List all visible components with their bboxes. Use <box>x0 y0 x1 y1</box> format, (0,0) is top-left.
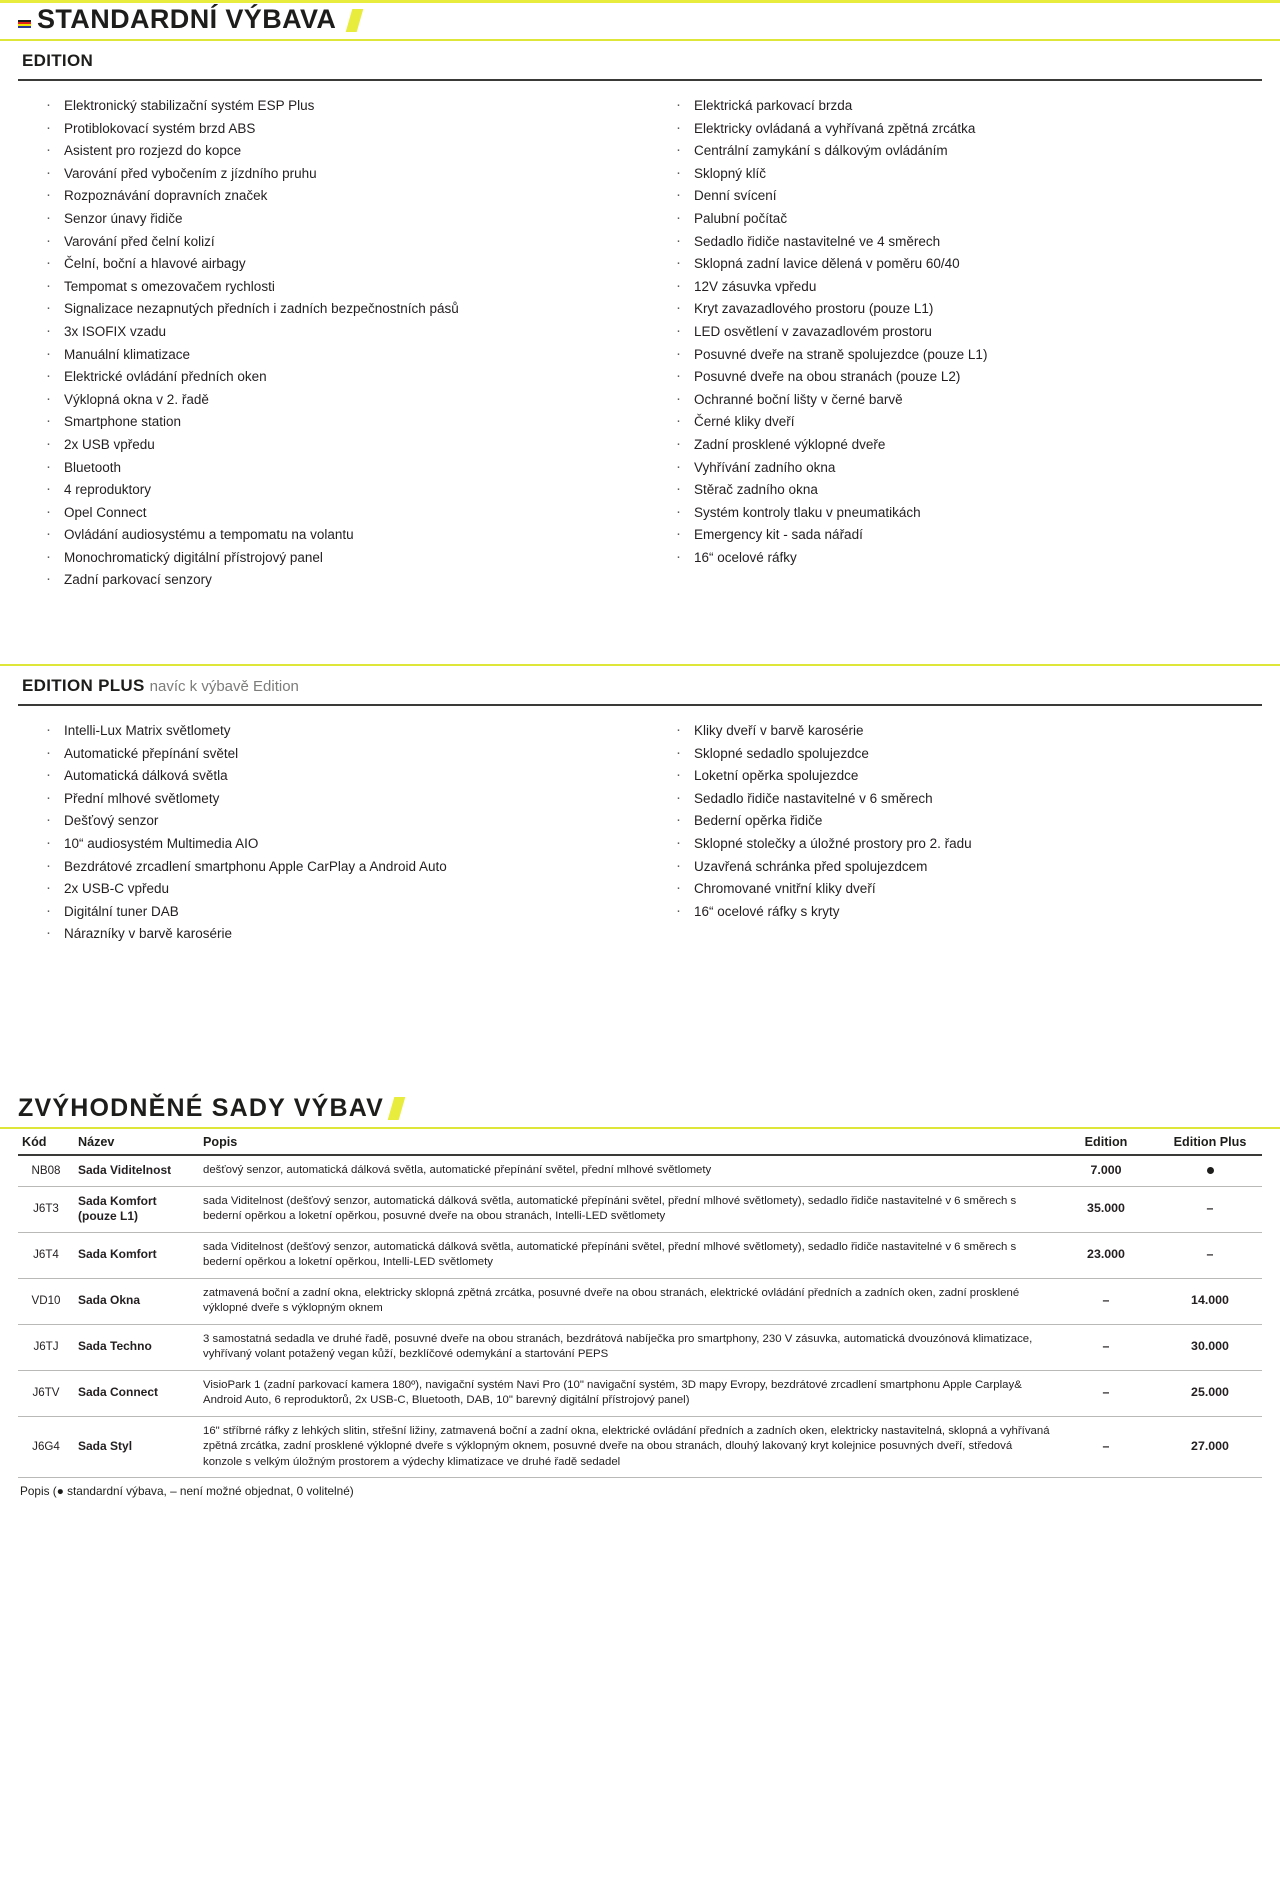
edition-left-list <box>18 95 640 592</box>
cell-edition-price: – <box>1054 1370 1158 1416</box>
cell-desc: zatmavená boční a zadní okna, elektricky sklopná zpětná zrcátka, posuvné dveře na obou stranách, elektrické ovládání předních a zadních oken, zadní prosklené výklopné dveře s výklopným oknem <box>199 1278 1054 1324</box>
list-item: · Asistent pro rozjezd do kopce <box>18 140 640 163</box>
cell-code: NB08 <box>18 1155 74 1186</box>
list-item: · Čelní, boční a hlavové airbagy <box>18 253 640 276</box>
list-item: · Kliky dveří v barvě karosérie <box>648 720 1262 743</box>
cell-edition-price: 7.000 <box>1054 1155 1158 1186</box>
list-item: · 2x USB vpředu <box>18 434 640 457</box>
edition-plus-left-column <box>18 720 640 946</box>
yellow-slash-icon <box>346 9 364 32</box>
cell-edition-plus-price <box>1158 1155 1262 1186</box>
list-item: · Elektronický stabilizační systém ESP Plus <box>18 95 640 118</box>
cell-edition-plus-price: 14.000 <box>1158 1278 1262 1324</box>
table-row <box>18 1232 1262 1278</box>
list-item: · Zadní prosklené výklopné dveře <box>648 434 1262 457</box>
col-header-name: Název <box>74 1129 199 1155</box>
cell-name: Sada Connect <box>74 1370 199 1416</box>
packs-table-body <box>18 1155 1262 1478</box>
cell-code: J6TJ <box>18 1324 74 1370</box>
packs-header <box>0 1096 1280 1121</box>
list-item: · Přední mlhové světlomety <box>18 788 640 811</box>
cell-name: Sada Okna <box>74 1278 199 1324</box>
table-row <box>18 1370 1262 1416</box>
footnote-wrap <box>0 1478 1280 1498</box>
cell-edition-price: 35.000 <box>1054 1186 1158 1232</box>
cell-code: J6G4 <box>18 1416 74 1478</box>
list-item: · Automatické přepínání světel <box>18 743 640 766</box>
list-item: · Černé kliky dveří <box>648 411 1262 434</box>
list-item: · Denní svícení <box>648 185 1262 208</box>
packs-table-head <box>18 1129 1262 1155</box>
packs-footnote: Popis (● standardní výbava, – není možné objednat, 0 volitelné) <box>20 1484 354 1498</box>
list-item: · Smartphone station <box>18 411 640 434</box>
list-item: · Zadní parkovací senzory <box>18 569 640 592</box>
list-item: · Stěrač zadního okna <box>648 479 1262 502</box>
list-item: · Uzavřená schránka před spolujezdcem <box>648 856 1262 879</box>
list-item: · Posuvné dveře na obou stranách (pouze L2) <box>648 366 1262 389</box>
list-item: · Sedadlo řidiče nastavitelné ve 4 směrech <box>648 231 1262 254</box>
edition-section <box>0 41 1280 592</box>
list-item: · Intelli-Lux Matrix světlomety <box>18 720 640 743</box>
table-row <box>18 1155 1262 1186</box>
list-item: · Centrální zamykání s dálkovým ovládáním <box>648 140 1262 163</box>
cell-name: Sada Komfort <box>74 1232 199 1278</box>
list-item: · 3x ISOFIX vzadu <box>18 321 640 344</box>
cell-name: Sada Styl <box>74 1416 199 1478</box>
table-row <box>18 1324 1262 1370</box>
list-item: · Ochranné boční lišty v černé barvě <box>648 389 1262 412</box>
list-item: · Elektrická parkovací brzda <box>648 95 1262 118</box>
list-item: · Výklopná okna v 2. řadě <box>18 389 640 412</box>
list-item: · 10“ audiosystém Multimedia AIO <box>18 833 640 856</box>
cell-name: Sada Viditelnost <box>74 1155 199 1186</box>
packs-title-wrap <box>18 1096 402 1121</box>
cell-desc: sada Viditelnost (dešťový senzor, automatická dálková světla, automatické přepínáni světel, přední mlhové světlomety), sedadlo řidiče nastavitelné v 6 směrech s bederní opěrkou a loketní opěrkou, Intelli-LED světlomety <box>199 1232 1054 1278</box>
list-item: · Sklopný klíč <box>648 163 1262 186</box>
list-item: · Digitální tuner DAB <box>18 901 640 924</box>
list-item: · Posuvné dveře na straně spolujezdce (pouze L1) <box>648 344 1262 367</box>
list-item: · Nárazníky v barvě karosérie <box>18 923 640 946</box>
list-item: · Protiblokovací systém brzd ABS <box>18 118 640 141</box>
cell-code: J6TV <box>18 1370 74 1416</box>
cell-edition-price: – <box>1054 1278 1158 1324</box>
list-item: · Opel Connect <box>18 502 640 525</box>
cell-desc: VisioPark 1 (zadní parkovací kamera 180º), navigační systém Navi Pro (10" navigační systém, 3D mapy Evropy, bezdrátové zrcadlení smartphonu Apple Carplay& Android Auto, 6 reproduktorů, 2x USB-C, Bluetooth, DAB, 10" barevný digitální přístrojový panel) <box>199 1370 1054 1416</box>
cell-code: J6T3 <box>18 1186 74 1232</box>
list-item: · Manuální klimatizace <box>18 344 640 367</box>
cell-code: J6T4 <box>18 1232 74 1278</box>
edition-heading: EDITION <box>22 51 94 70</box>
cell-edition-price: – <box>1054 1416 1158 1478</box>
cell-desc: 3 samostatná sedadla ve druhé řadě, posuvné dveře na obou stranách, bezdrátová nabíječka pro smartphony, 230 V zásuvka, automatická dvouzónová klimatizace, vyhřívaný volant potažený vegan kůží, bezklíčové odemykání a startování PEPS <box>199 1324 1054 1370</box>
cell-desc: dešťový senzor, automatická dálková světla, automatické přepínání světel, přední mlhové světlomety <box>199 1155 1054 1186</box>
edition-columns <box>18 81 1262 592</box>
packs-title: ZVÝHODNĚNÉ SADY VÝBAV <box>18 1094 385 1122</box>
col-header-edition: Edition <box>1054 1129 1158 1155</box>
edition-plus-columns <box>18 706 1262 946</box>
edition-plus-right-column <box>640 720 1262 946</box>
cell-code: VD10 <box>18 1278 74 1324</box>
list-item: · Vyhřívání zadního okna <box>648 457 1262 480</box>
list-item: · Elektricky ovládaná a vyhřívaná zpětná zrcátka <box>648 118 1262 141</box>
list-item: · Dešťový senzor <box>18 810 640 833</box>
page-title: STANDARDNÍ VÝBAVA <box>37 4 337 34</box>
list-item: · Chromované vnitřní kliky dveří <box>648 878 1262 901</box>
packs-table <box>18 1129 1262 1478</box>
cell-desc: 16" stříbrné ráfky z lehkých slitin, střešní ližiny, zatmavená boční a zadní okna, elektrické ovládání předních a zadních oken, elektricky nastavitelná, sklopná a vyhřívaná zpětná zrcátka, zadní prosklené výklopné dveře s výklopným oknem, posuvné dveře na obou stranách, dlouhý lakovaný kryt kolejnice posuvných dveří, středová konzole s velkým úložným prostorem a výdechy klimatizace ve druhé řadě sedadel <box>199 1416 1054 1478</box>
list-item: · LED osvětlení v zavazadlovém prostoru <box>648 321 1262 344</box>
table-row <box>18 1416 1262 1478</box>
cell-edition-price: – <box>1054 1324 1158 1370</box>
edition-plus-section <box>0 666 1280 946</box>
edition-right-list <box>648 95 1262 569</box>
col-header-edition-plus: Edition Plus <box>1158 1129 1262 1155</box>
cell-name: Sada Techno <box>74 1324 199 1370</box>
list-item: · Varování před čelní kolizí <box>18 231 640 254</box>
cell-edition-plus-price: 25.000 <box>1158 1370 1262 1416</box>
edition-plus-right-list <box>648 720 1262 923</box>
top-accent-bar <box>0 0 1280 3</box>
list-item: · Rozpoznávání dopravních značek <box>18 185 640 208</box>
edition-plus-heading-main: EDITION PLUS <box>22 676 145 696</box>
table-row <box>18 1278 1262 1324</box>
standard-equipment-dot-icon <box>1207 1167 1214 1174</box>
col-header-code: Kód <box>18 1129 74 1155</box>
cell-edition-price: 23.000 <box>1054 1232 1158 1278</box>
edition-plus-heading-sub: navíc k výbavě Edition <box>149 678 299 696</box>
list-item: · Bederní opěrka řidiče <box>648 810 1262 833</box>
cell-edition-plus-price: 27.000 <box>1158 1416 1262 1478</box>
list-item: · Sklopná zadní lavice dělená v poměru 60/40 <box>648 253 1262 276</box>
edition-right-column <box>640 95 1262 592</box>
list-item: · 12V zásuvka vpředu <box>648 276 1262 299</box>
cell-desc: sada Viditelnost (dešťový senzor, automatická dálková světla, automatické přepínáni světel, přední mlhové světlomety), sedadlo řidiče nastavitelné v 6 směrech s bederní opěrkou a loketní opěrkou, posuvné dveře na obou stranách, Intelli-LED světlomety <box>199 1186 1054 1232</box>
list-item: · Automatická dálková světla <box>18 765 640 788</box>
list-item: · Emergency kit - sada nářadí <box>648 524 1262 547</box>
list-item: · Kryt zavazadlového prostoru (pouze L1) <box>648 298 1262 321</box>
list-item: · Bezdrátové zrcadlení smartphonu Apple CarPlay a Android Auto <box>18 856 640 879</box>
list-item: · 4 reproduktory <box>18 479 640 502</box>
list-item: · Signalizace nezapnutých předních i zadních bezpečnostních pásů <box>18 298 640 321</box>
cell-name: Sada Komfort (pouze L1) <box>74 1186 199 1232</box>
list-item: · Loketní opěrka spolujezdce <box>648 765 1262 788</box>
list-item: · 2x USB-C vpředu <box>18 878 640 901</box>
list-item: · Bluetooth <box>18 457 640 480</box>
list-item: · Sklopné stolečky a úložné prostory pro 2. řadu <box>648 833 1262 856</box>
list-item: · Monochromatický digitální přístrojový panel <box>18 547 640 570</box>
cell-edition-plus-price: – <box>1158 1232 1262 1278</box>
list-item: · Sklopné sedadlo spolujezdce <box>648 743 1262 766</box>
cell-edition-plus-price: 30.000 <box>1158 1324 1262 1370</box>
edition-plus-left-list <box>18 720 640 946</box>
list-item: · Ovládání audiosystému a tempomatu na volantu <box>18 524 640 547</box>
list-item: · Sedadlo řidiče nastavitelné v 6 směrech <box>648 788 1262 811</box>
list-item: · Tempomat s omezovačem rychlosti <box>18 276 640 299</box>
edition-left-column <box>18 95 640 592</box>
edition-plus-heading <box>18 666 1262 704</box>
opel-flag-mark-icon <box>18 20 31 28</box>
list-item: · Varování před vybočením z jízdního pruhu <box>18 163 640 186</box>
col-header-desc: Popis <box>199 1129 1054 1155</box>
list-item: · Palubní počítač <box>648 208 1262 231</box>
list-item: · Senzor únavy řidiče <box>18 208 640 231</box>
list-item: · 16“ ocelové ráfky <box>648 547 1262 570</box>
table-header-row <box>18 1129 1262 1155</box>
list-item: · Elektrické ovládání předních oken <box>18 366 640 389</box>
list-item: · Systém kontroly tlaku v pneumatikách <box>648 502 1262 525</box>
cell-edition-plus-price: – <box>1158 1186 1262 1232</box>
list-item: · 16“ ocelové ráfky s kryty <box>648 901 1262 924</box>
page-header <box>0 0 1280 33</box>
yellow-slash-icon-2 <box>388 1097 406 1120</box>
table-row <box>18 1186 1262 1232</box>
